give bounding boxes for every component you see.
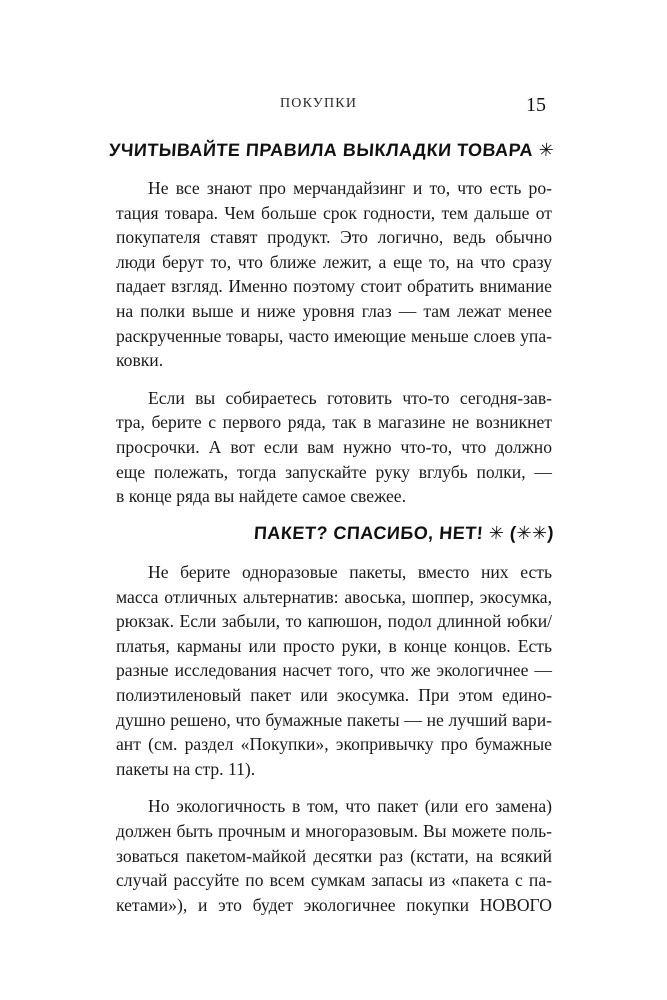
paragraph-gap: [116, 781, 552, 794]
text-line: Не все знают про мерчандайзинг и то, что есть ро-: [148, 178, 552, 198]
section-heading: ПАКЕТ? СПАСИБО, НЕТ! ✳ (✳✳): [253, 523, 555, 543]
text-line: рюкзак. Если забыли, то капюшон, подол длинной юбки/: [116, 611, 552, 632]
text-line: полиэтиленовый пакет или экосумка. При этом едино-: [116, 684, 552, 705]
text-line: пакеты на стр. 11).: [116, 758, 256, 779]
section-body: [116, 176, 552, 509]
text-line: Если вы собираетесь готовить что-то сегодня-зав-: [148, 387, 552, 408]
paragraph: [116, 560, 552, 781]
text-line: еще полежать, тогда запускайте руку вглубь полки, —: [116, 461, 552, 482]
section-heading: УЧИТЫВАЙТЕ ПРАВИЛА ВЫКЛАДКИ ТОВАРА ✳: [108, 140, 555, 160]
text-line: люди берут то, что ближе лежит, а еще то, на что сразу: [116, 251, 552, 272]
text-line: должен быть прочным и многоразовым. Вы можете поль-: [116, 820, 552, 841]
text-line: Не берите одноразовые пакеты, вместо них есть: [148, 562, 552, 582]
text-line: просрочки. А вот если вам нужно что-то, что должно: [116, 436, 552, 457]
paragraph-gap: [116, 373, 552, 386]
running-head-section: ПОКУПКИ: [280, 96, 358, 111]
text-line: душно решено, что бумажные пакеты — не лучший вари-: [116, 709, 552, 730]
section-body: [116, 560, 552, 917]
text-line: платья, карманы или просто руки, в конце концов. Есть: [116, 635, 552, 656]
text-line: в конце ряда вы найдете самое свежее.: [116, 486, 407, 507]
text-line: кетами»), и это будет экологичнее покупки НОВОГО: [116, 894, 552, 915]
text-line: раскрученные товары, часто имеющие меньше слоев упа-: [116, 325, 552, 346]
text-line: разные исследования насчет того, что же экологичнее —: [116, 660, 552, 681]
text-line: покупателя ставят продукт. Это логично, ведь обычно: [116, 227, 552, 248]
text-line: падает взгляд. Именно поэтому стоит обратить внимание: [116, 276, 552, 297]
text-line: ант (см. раздел «Покупки», экопривычку про бумажные: [116, 734, 552, 755]
text-line: тра, берите с первого ряда, так в магазине не возникнет: [116, 412, 552, 433]
running-head: [0, 94, 667, 118]
text-line: ковки.: [116, 350, 164, 371]
paragraph: [116, 176, 552, 373]
page-number: 15: [526, 94, 546, 116]
text-line: тация товара. Чем больше срок годности, тем дальше от: [116, 202, 552, 223]
text-line: зоваться пакетом-майкой десятки раз (кстати, на всякий: [116, 845, 552, 866]
text-line: Но экологичность в том, что пакет (или его замена): [148, 796, 552, 817]
paragraph: [116, 794, 552, 917]
paragraph: [116, 386, 552, 509]
text-line: случай рассуйте по всем сумкам запасы из «пакета с па-: [116, 870, 552, 891]
text-line: на полки выше и ниже уровня глаз — там лежат менее: [116, 300, 552, 321]
text-line: масса отличных альтернатив: авоська, шоппер, экосумка,: [116, 586, 552, 607]
